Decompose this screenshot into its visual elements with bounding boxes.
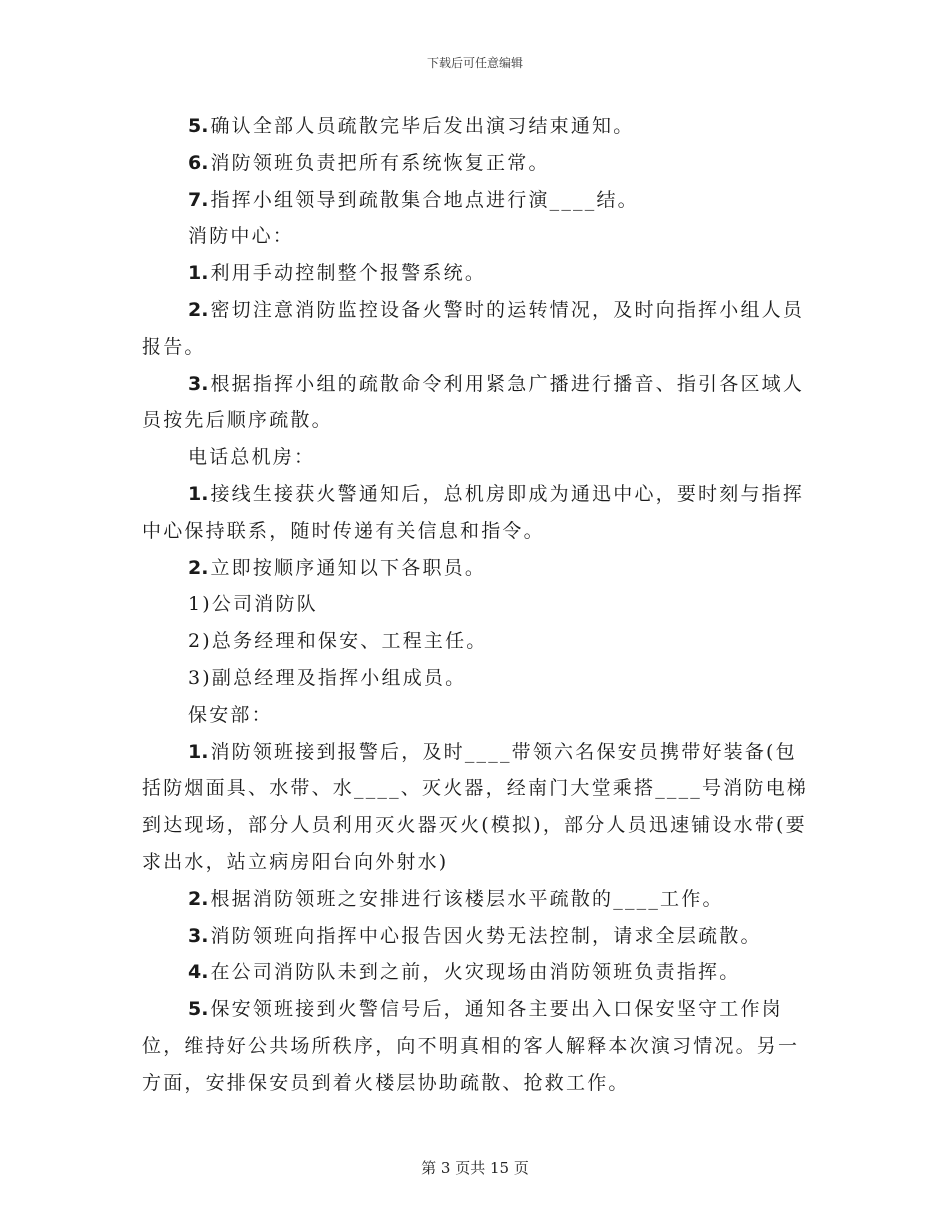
paragraph bbox=[142, 182, 810, 219]
section-heading: 电话总机房： bbox=[188, 446, 316, 469]
paragraph bbox=[142, 476, 810, 550]
paragraph bbox=[142, 881, 810, 918]
sub-list-item: 3)副总经理及指挥小组成员。 bbox=[188, 666, 467, 689]
item-number: 2. bbox=[188, 556, 209, 579]
paragraph-text: 根据消防领班之安排进行该楼层水平疏散的____工作。 bbox=[210, 887, 724, 910]
item-number: 1. bbox=[188, 482, 209, 505]
item-number: 5. bbox=[188, 115, 209, 137]
paragraph bbox=[142, 550, 810, 587]
paragraph-text: 在公司消防队未到之前，火灾现场由消防领班负责指挥。 bbox=[210, 961, 741, 984]
item-number: 7. bbox=[188, 188, 209, 211]
item-number: 4. bbox=[188, 961, 209, 984]
item-number: 1. bbox=[188, 740, 209, 763]
sub-list-item: 1)公司消防队 bbox=[188, 593, 318, 616]
section-heading: 消防中心： bbox=[188, 225, 295, 248]
item-number: 2. bbox=[188, 298, 209, 321]
document-body bbox=[142, 108, 810, 1102]
paragraph bbox=[142, 954, 810, 991]
paragraph-text: 消防领班负责把所有系统恢复正常。 bbox=[210, 151, 550, 174]
paragraph-text: 指挥小组领导到疏散集合地点进行演____结。 bbox=[210, 188, 639, 211]
item-number: 6. bbox=[188, 151, 209, 174]
item-number: 5. bbox=[188, 998, 209, 1021]
paragraph-text: 利用手动控制整个报警系统。 bbox=[210, 262, 487, 285]
paragraph-text: 密切注意消防监控设备火警时的运转情况，及时向指挥小组人员报告。 bbox=[142, 298, 805, 358]
paragraph-text: 确认全部人员疏散完毕后发出演习结束通知。 bbox=[210, 115, 635, 137]
paragraph-text: 消防领班向指挥中心报告因火势无法控制，请求全层疏散。 bbox=[210, 924, 762, 947]
paragraph-text: 接线生接获火警通知后，总机房即成为通迅中心，要时刻与指挥中心保持联系，随时传递有关信息和指令。 bbox=[142, 482, 805, 542]
paragraph bbox=[142, 145, 810, 182]
item-number: 1. bbox=[188, 262, 209, 285]
item-number: 3. bbox=[188, 372, 209, 395]
paragraph bbox=[142, 991, 810, 1101]
paragraph bbox=[142, 734, 810, 881]
paragraph-text: 消防领班接到报警后，及时____带领六名保安员携带好装备(包括防烟面具、水带、水____、灭火器，经南门大堂乘搭____号消防电梯到达现场，部分人员利用灭火器灭火(模拟)，部分人员迅速铺设水带(要求出水，站立病房阳台向外射水) bbox=[142, 740, 809, 873]
paragraph bbox=[142, 918, 810, 955]
paragraph-text: 立即按顺序通知以下各职员。 bbox=[210, 556, 487, 579]
paragraph bbox=[142, 255, 810, 292]
sub-list-item: 2)总务经理和保安、工程主任。 bbox=[188, 630, 488, 653]
item-number: 3. bbox=[188, 924, 209, 947]
paragraph bbox=[142, 292, 810, 366]
page-footer: 第 3 页共 15 页 bbox=[421, 1159, 529, 1177]
item-number: 2. bbox=[188, 887, 209, 910]
page-header: 下载后可任意编辑 bbox=[426, 56, 523, 70]
paragraph-text: 保安领班接到火警信号后，通知各主要出入口保安坚守工作岗位，维持好公共场所秩序，向不明真相的客人解释本次演习情况。另一方面，安排保安员到着火楼层协助疏散、抢救工作。 bbox=[142, 998, 800, 1094]
paragraph bbox=[142, 108, 810, 145]
paragraph-text: 根据指挥小组的疏散命令利用紧急广播进行播音、指引各区域人员按先后顺序疏散。 bbox=[142, 372, 805, 432]
paragraph bbox=[142, 366, 810, 440]
section-heading: 保安部： bbox=[188, 703, 273, 726]
